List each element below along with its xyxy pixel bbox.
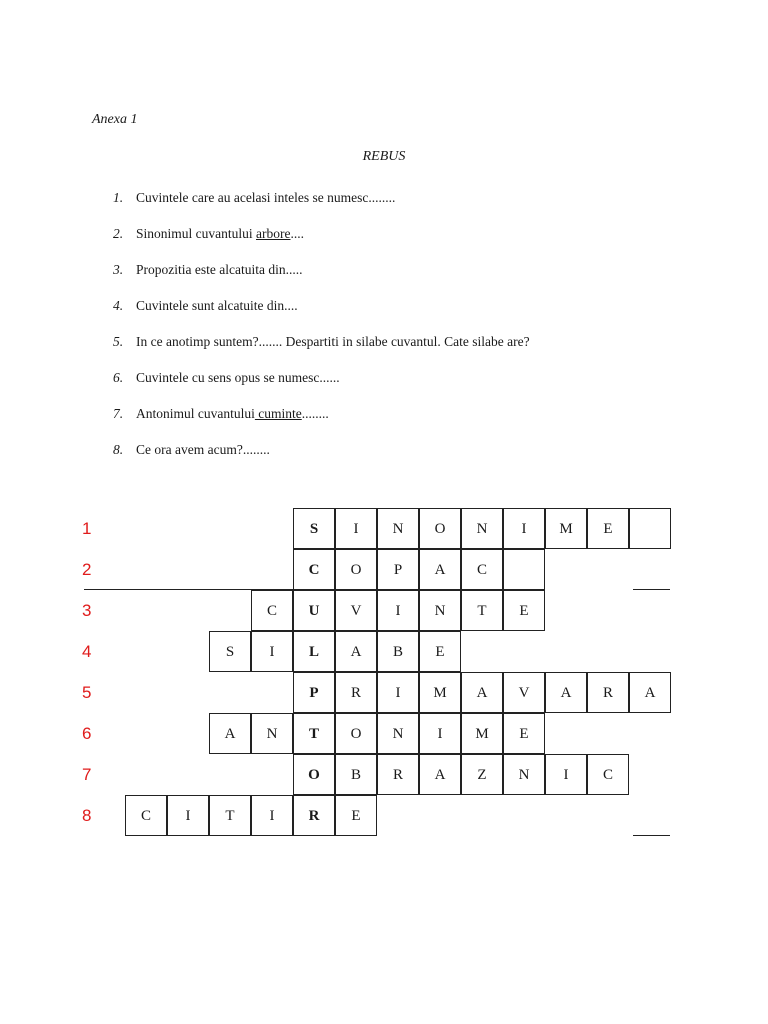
question-number: 6.: [113, 370, 124, 385]
crossword-cell: M: [545, 508, 587, 549]
question-text-part: Cuvintele care au acelasi inteles se numesc........: [136, 190, 396, 205]
crossword-cell: N: [251, 713, 293, 754]
question-text-part: Antonimul cuvantului: [136, 406, 255, 421]
question-text-part: In ce anotimp suntem?....... Despartiti in silabe cuvantul. Cate silabe are?: [136, 334, 530, 349]
row-number: 4: [82, 642, 92, 661]
crossword-cell: O: [335, 713, 377, 754]
crossword-cell: A: [419, 549, 461, 590]
crossword-cell: R: [377, 754, 419, 795]
crossword-cell: R: [587, 672, 629, 713]
row-number: 1: [82, 519, 92, 538]
crossword-cell: E: [335, 795, 377, 836]
crossword-cell: C: [587, 754, 629, 795]
crossword-cell: C: [461, 549, 503, 590]
crossword-cell: N: [503, 754, 545, 795]
crossword-cell: S: [209, 631, 251, 672]
crossword-cell: M: [461, 713, 503, 754]
crossword-cell: E: [503, 590, 545, 631]
crossword-empty-cell: [503, 672, 545, 713]
crossword-cell: A: [629, 672, 671, 713]
crossword-cell: I: [377, 590, 419, 631]
annex-label: Anexa 1: [92, 112, 138, 127]
question-text-part: ........: [301, 406, 329, 421]
row-number: 6: [82, 724, 92, 743]
question-number: 7.: [113, 406, 124, 421]
question-text-part: ....: [290, 226, 304, 241]
crossword-cell: C: [251, 590, 293, 631]
crossword-cell: T: [209, 795, 251, 836]
underlined-word: cuminte: [254, 406, 302, 421]
divider-line: [633, 589, 670, 590]
crossword-cell: I: [545, 754, 587, 795]
question-text-part: Cuvintele sunt alcatuite din....: [136, 298, 298, 313]
row-number: 3: [82, 601, 92, 620]
crossword-cell: N: [419, 590, 461, 631]
row-number: 7: [82, 765, 92, 784]
crossword-cell: I: [335, 508, 377, 549]
crossword-cell: A: [419, 754, 461, 795]
question-number: 5.: [113, 334, 124, 349]
crossword-cell: O: [419, 508, 461, 549]
crossword-cell: V: [503, 672, 545, 713]
crossword-cell: A: [209, 713, 251, 754]
crossword-cell: P: [377, 549, 419, 590]
crossword-cell: C: [125, 795, 167, 836]
crossword-cell: M: [419, 672, 461, 713]
crossword-cell: E: [419, 631, 461, 672]
crossword-cell: N: [461, 508, 503, 549]
crossword-cell: A: [461, 672, 503, 713]
divider-line: [633, 835, 670, 836]
divider-line: [84, 589, 293, 590]
crossword-key-cell: R: [293, 795, 335, 836]
question-text-part: Cuvintele cu sens opus se numesc......: [136, 370, 340, 385]
crossword-cell: E: [503, 713, 545, 754]
crossword-empty-cell: [503, 549, 545, 590]
crossword-key-cell: T: [293, 713, 335, 754]
crossword-cell: V: [335, 590, 377, 631]
question-number: 2.: [113, 226, 124, 241]
crossword-key-cell: P: [293, 672, 335, 713]
crossword-cell: A: [545, 672, 587, 713]
question-text-part: Ce ora avem acum?........: [136, 442, 270, 457]
row-number: 8: [82, 806, 92, 825]
crossword-cell: E: [587, 508, 629, 549]
crossword-cell: B: [377, 631, 419, 672]
crossword-key-cell: C: [293, 549, 335, 590]
crossword-cell: I: [419, 713, 461, 754]
crossword-cell: Z: [461, 754, 503, 795]
crossword-cell: I: [503, 508, 545, 549]
crossword-cell: I: [251, 631, 293, 672]
question-number: 1.: [113, 190, 124, 205]
crossword-cell: A: [335, 631, 377, 672]
crossword-empty-cell: [629, 508, 671, 549]
question-number: 4.: [113, 298, 124, 313]
crossword-cell: N: [377, 713, 419, 754]
row-number: 5: [82, 683, 92, 702]
crossword-cell: T: [461, 590, 503, 631]
underlined-word: arbore: [256, 226, 291, 241]
crossword-cell: I: [251, 795, 293, 836]
crossword-key-cell: L: [293, 631, 335, 672]
crossword-cell: B: [335, 754, 377, 795]
question-text-part: Sinonimul cuvantului: [136, 226, 256, 241]
crossword-key-cell: O: [293, 754, 335, 795]
crossword-cell: O: [335, 549, 377, 590]
row-number: 2: [82, 560, 92, 579]
crossword-cell: R: [335, 672, 377, 713]
question-number: 3.: [113, 262, 124, 277]
crossword-cell: I: [167, 795, 209, 836]
page-title: REBUS: [362, 149, 406, 164]
question-number: 8.: [113, 442, 124, 457]
crossword-cell: N: [377, 508, 419, 549]
crossword-key-cell: S: [293, 508, 335, 549]
crossword-cell: I: [377, 672, 419, 713]
crossword-key-cell: U: [293, 590, 335, 631]
question-text-part: Propozitia este alcatuita din.....: [136, 262, 303, 277]
